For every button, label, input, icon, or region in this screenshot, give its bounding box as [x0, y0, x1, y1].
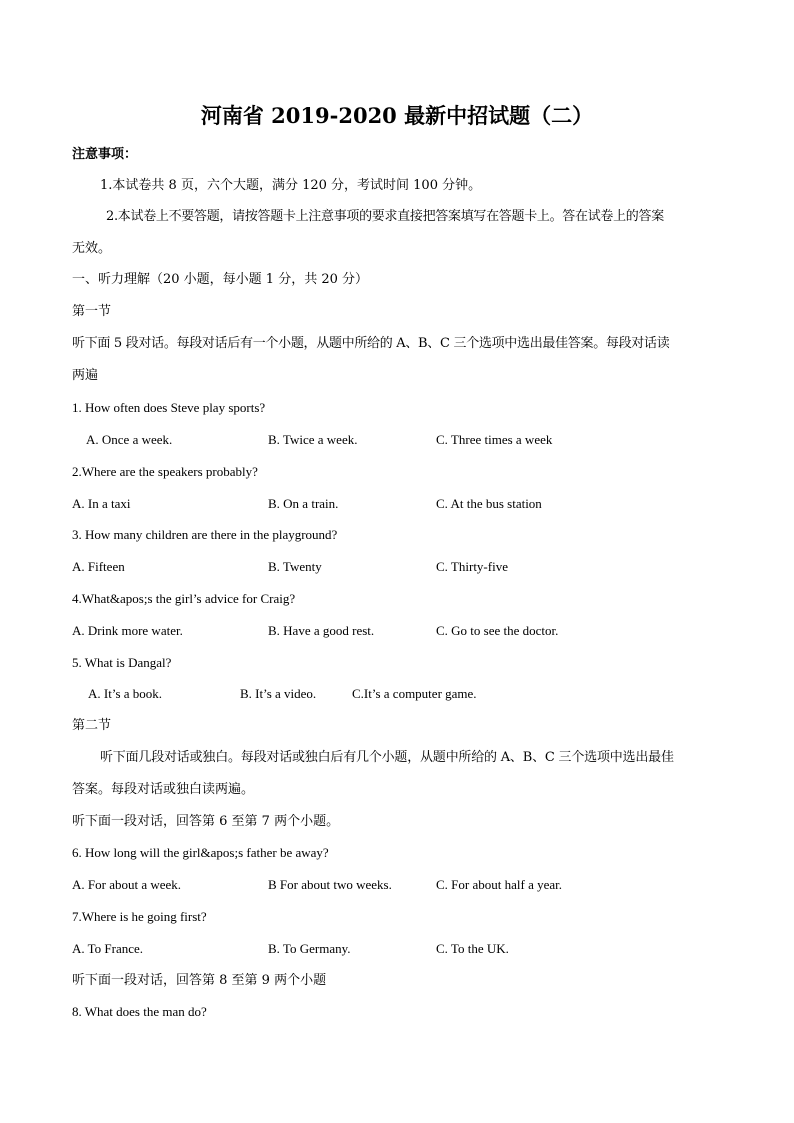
part1-heading: 一、听力理解（20 小题，每小题 1 分，共 20 分） [72, 272, 369, 287]
q4-option-c: C. Go to see the doctor. [436, 623, 559, 638]
q5-option-a: A. It’s a book. [88, 686, 163, 701]
notice-item-2-line2: 无效。 [72, 241, 112, 256]
section1-instructions-line1: 听下面 5 段对话。每段对话后有一个小题，从题中所给的 A、B、C 三个选项中选出最佳答案。每段对话读 [72, 336, 670, 351]
section2-heading: 第二节 [72, 718, 112, 733]
question-7: 7.Where is he going first? [72, 909, 207, 924]
q6-option-b: B For about two weeks. [268, 877, 392, 892]
section1-instructions-line2: 两遍 [72, 368, 99, 383]
q7-option-c: C. To the UK. [436, 941, 509, 956]
q3-option-b: B. Twenty [268, 559, 322, 574]
q7-option-a: A. To France. [72, 941, 144, 956]
q1-option-c: C. Three times a week [436, 432, 553, 447]
q1-option-a: A. Once a week. [86, 432, 173, 447]
section1-heading: 第一节 [72, 304, 112, 319]
q5-option-b: B. It’s a video. [240, 686, 317, 701]
question-1: 1. How often does Steve play sports? [72, 400, 266, 415]
question-2: 2.Where are the speakers probably? [72, 464, 258, 479]
q5-option-c: C.It’s a computer game. [352, 686, 477, 701]
q2-option-a: A. In a taxi [72, 496, 131, 511]
section2-instructions-line1: 听下面几段对话或独白。每段对话或独白后有几个小题，从题中所给的 A、B、C 三个选项中选出最佳 [100, 750, 674, 765]
section2-instructions-line2: 答案。每段对话或独白读两遍。 [72, 782, 255, 797]
q4-option-a: A. Drink more water. [72, 623, 183, 638]
q3-option-a: A. Fifteen [72, 559, 125, 574]
q6-option-c: C. For about half a year. [436, 877, 562, 892]
q2-option-b: B. On a train. [268, 496, 339, 511]
question-5: 5. What is Dangal? [72, 655, 172, 670]
question-6: 6. How long will the girl&apos;s father be away? [72, 845, 329, 860]
group-1-instructions: 听下面一段对话，回答第 6 至第 7 两个小题。 [72, 814, 340, 829]
q1-option-b: B. Twice a week. [268, 432, 358, 447]
notice-item-1: 1.本试卷共 8 页，六个大题，满分 120 分，考试时间 100 分钟。 [100, 178, 482, 193]
exam-title: 河南省 2019-2020 最新中招试题（二） [200, 103, 594, 128]
question-3: 3. How many children are there in the playground? [72, 527, 338, 542]
question-8: 8. What does the man do? [72, 1004, 207, 1019]
q2-option-c: C. At the bus station [436, 496, 542, 511]
notice-item-2-line1: 2.本试卷上不要答题，请按答题卡上注意事项的要求直接把答案填写在答题卡上。答在试卷上的答案 [106, 209, 664, 224]
q7-option-b: B. To Germany. [268, 941, 351, 956]
q4-option-b: B. Have a good rest. [268, 623, 375, 638]
question-4: 4.What&apos;s the girl’s advice for Craig? [72, 591, 296, 606]
notice-heading: 注意事项： [72, 147, 138, 162]
q3-option-c: C. Thirty-five [436, 559, 508, 574]
q6-option-a: A. For about a week. [72, 877, 182, 892]
group-2-instructions: 听下面一段对话，回答第 8 至第 9 两个小题 [72, 973, 327, 988]
